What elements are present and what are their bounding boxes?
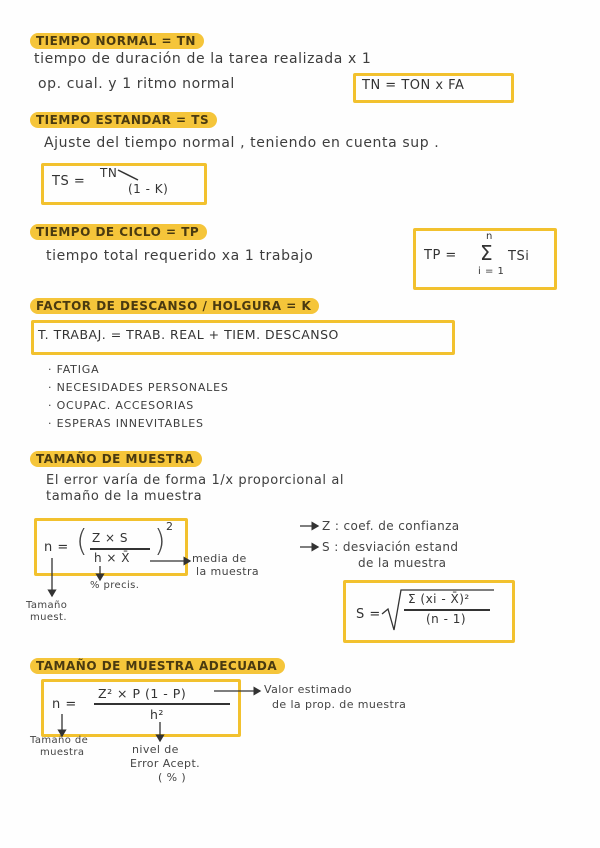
muestra-paren-right: ) — [154, 524, 167, 559]
heading-tiempo-estandar: TIEMPO ESTANDAR = TS — [30, 112, 217, 128]
tp-description: tiempo total requerido xa 1 trabajo — [46, 248, 314, 264]
ts-description: Ajuste del tiempo normal , teniendo en cuenta sup . — [44, 135, 440, 151]
muestra-description-line2: tamaño de la muestra — [46, 489, 203, 504]
adecuada-label-tamano-1: Tamaño de — [30, 735, 89, 746]
heading-tamano-muestra: TAMAÑO DE MUESTRA — [30, 451, 202, 467]
adecuada-label-nivel-3: ( % ) — [158, 771, 187, 784]
muestra-z-definition: Z : coef. de confianza — [322, 519, 460, 533]
muestra-n-eq: n = — [44, 540, 69, 555]
muestra-numerator: Z × S — [92, 531, 129, 545]
tn-description-line1: tiempo de duración de la tarea realizada x 1 — [34, 51, 372, 67]
adecuada-numerator: Z² × P (1 - P) — [98, 686, 187, 701]
muestra-label-tamano-2: muest. — [30, 612, 67, 623]
heading-tiempo-normal: TIEMPO NORMAL = TN — [30, 33, 204, 49]
ts-formula-left: TS = — [52, 174, 86, 189]
muestra-denominator: h × X̄ — [94, 551, 131, 565]
heading-factor-descanso: FACTOR DE DESCANSO / HOLGURA = K — [30, 298, 319, 314]
k-bullet-fatiga: · FATIGA — [48, 363, 100, 376]
k-formula: T. TRABAJ. = TRAB. REAL + TIEM. DESCANSO — [38, 327, 339, 342]
tp-sum-term: TSi — [508, 249, 530, 264]
tn-formula: TN = TON x FA — [362, 78, 465, 93]
muestra-label-precis: % precis. — [90, 580, 140, 591]
adecuada-label-tamano-2: muestra — [40, 747, 85, 758]
muestra-exponent: 2 — [166, 520, 174, 533]
s-formula-eq: S = — [356, 607, 381, 622]
muestra-label-media-1: media de — [192, 552, 247, 565]
muestra-label-media-2: la muestra — [196, 565, 260, 578]
muestra-s-definition-1: S : desviación estand — [322, 540, 459, 554]
muestra-label-tamano-1: Tamaño — [26, 600, 68, 611]
tp-formula-left: TP = — [424, 248, 457, 263]
heading-tiempo-de-ciclo: TIEMPO DE CICLO = TP — [30, 224, 207, 240]
s-formula-denominator: (n - 1) — [426, 612, 467, 626]
adecuada-denominator: h² — [150, 707, 164, 722]
k-bullet-ocupac: · OCUPAC. ACCESORIAS — [48, 399, 194, 412]
muestra-s-definition-2: de la muestra — [358, 556, 447, 570]
adecuada-label-valor-2: de la prop. de muestra — [272, 698, 407, 711]
k-bullet-esperas: · ESPERAS INNEVITABLES — [48, 417, 204, 430]
adecuada-label-valor-1: Valor estimado — [264, 683, 352, 696]
ts-formula-numerator: TN — [100, 166, 118, 180]
k-bullet-necesidades: · NECESIDADES PERSONALES — [48, 381, 229, 394]
muestra-fraction-line — [90, 548, 150, 550]
muestra-description-line1: El error varía de forma 1/x proporcional al — [46, 473, 345, 488]
heading-tamano-muestra-adecuada: TAMAÑO DE MUESTRA ADECUADA — [30, 658, 285, 674]
muestra-paren-left: ( — [76, 524, 89, 559]
s-formula-numerator: Σ (xi - X̄)² — [408, 592, 470, 606]
s-formula-fraction-line — [404, 609, 490, 611]
adecuada-fraction-line — [94, 703, 230, 705]
adecuada-label-nivel-2: Error Acept. — [130, 757, 201, 770]
tp-sum-symbol: Σ — [480, 241, 494, 265]
tn-description-line2: op. cual. y 1 ritmo normal — [38, 76, 235, 92]
tp-sum-bottom: i = 1 — [478, 266, 505, 277]
ts-formula-denominator: (1 - K) — [128, 182, 169, 196]
adecuada-n-eq: n = — [52, 697, 77, 712]
tp-sum-top: n — [486, 231, 493, 242]
adecuada-label-nivel-1: nivel de — [132, 743, 179, 756]
